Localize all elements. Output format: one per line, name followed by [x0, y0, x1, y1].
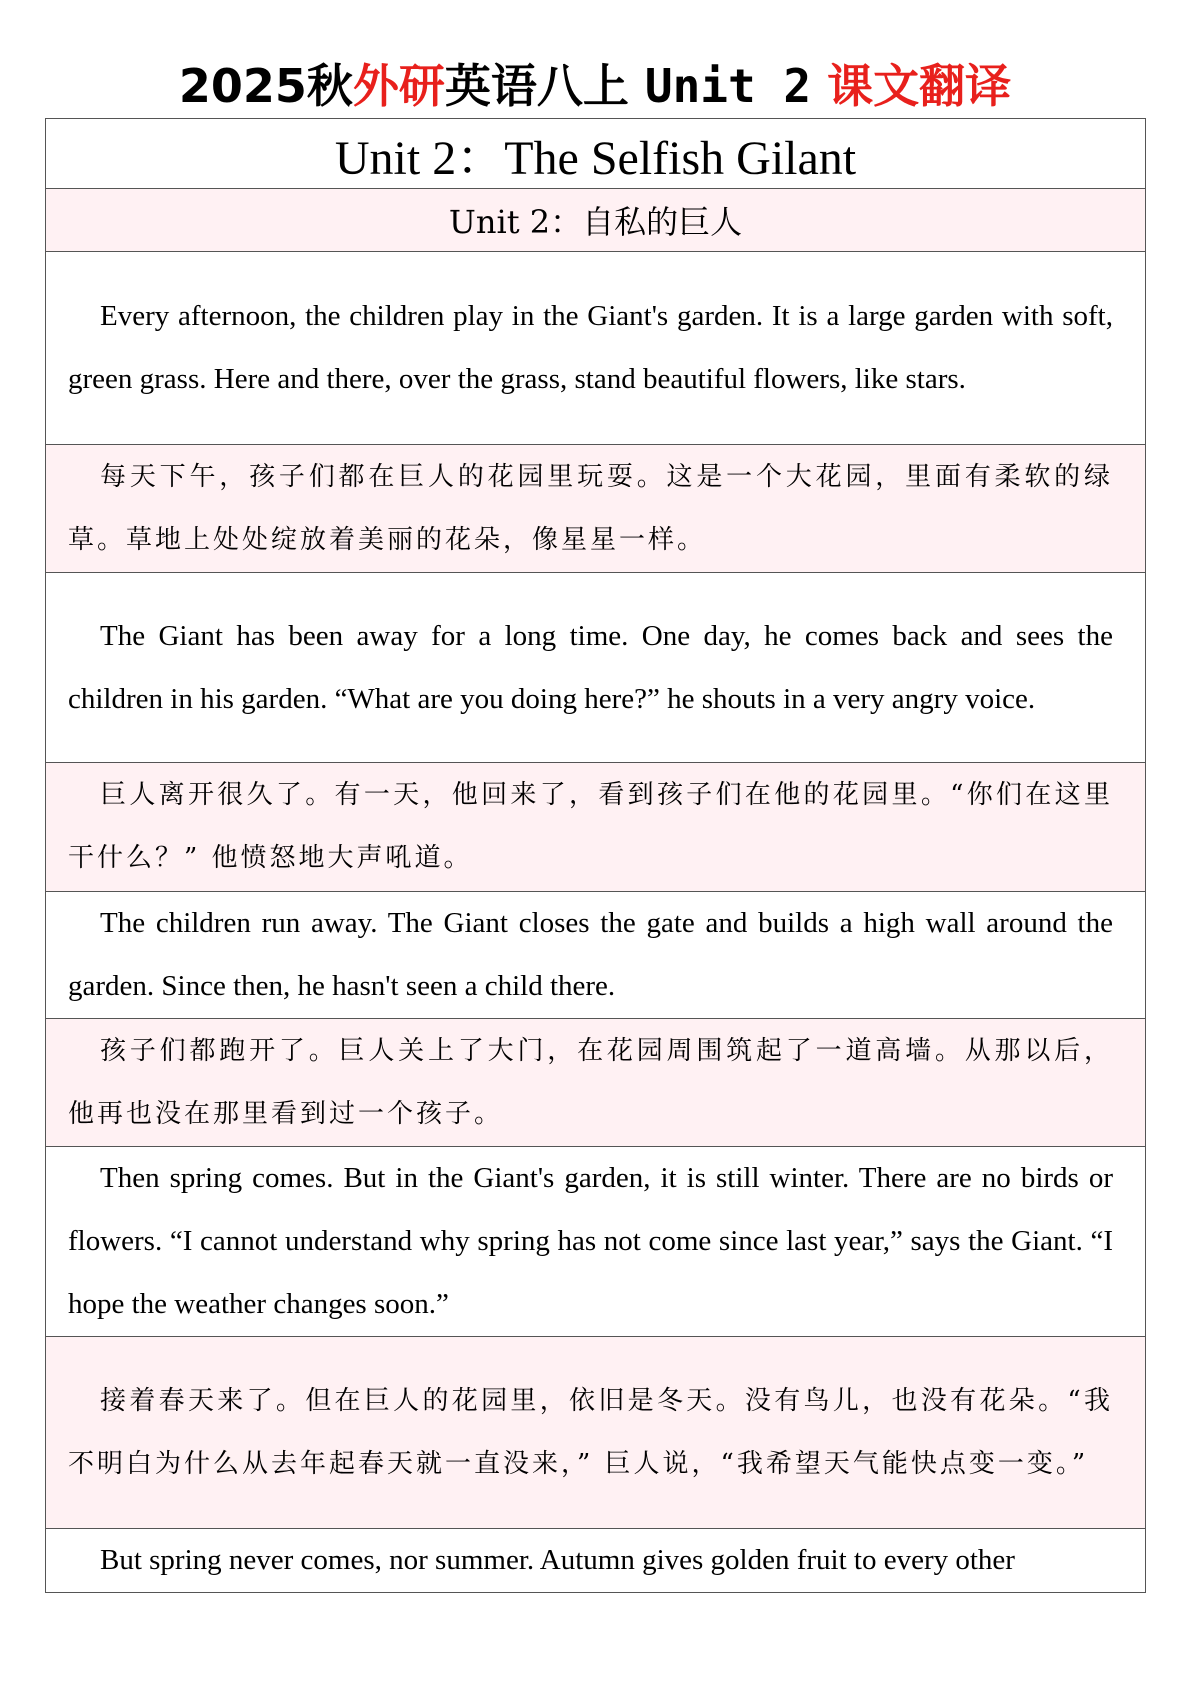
title-unit: Unit 2 — [644, 59, 812, 113]
english-paragraph: But spring never comes, nor summer. Autumn gives golden fruit to every other — [46, 1529, 1146, 1593]
chinese-paragraph: 接着春天来了。但在巨人的花园里，依旧是冬天。没有鸟儿，也没有花朵。“我不明白为什么从去年起春天就一直没来，” 巨人说，“我希望天气能快点变一变。” — [46, 1337, 1146, 1529]
title-year-term: 2025秋 — [178, 59, 353, 113]
chinese-paragraph: 巨人离开很久了。有一天，他回来了，看到孩子们在他的花园里。“你们在这里干什么？” 他愤怒地大声吼道。 — [46, 763, 1146, 892]
title-publisher: 外研 — [352, 59, 445, 113]
unit-heading-english: Unit 2：The Selfish Gilant — [46, 119, 1146, 189]
chinese-paragraph: 每天下午，孩子们都在巨人的花园里玩耍。这是一个大花园，里面有柔软的绿草。草地上处处绽放着美丽的花朵，像星星一样。 — [46, 445, 1146, 573]
english-paragraph: The Giant has been away for a long time. One day, he comes back and sees the children in his garden. “What are you doing here?” he shouts in a very angry voice. — [46, 573, 1146, 763]
english-paragraph: Then spring comes. But in the Giant's garden, it is still winter. There are no birds or flowers. “I cannot understand why spring has not come since last year,” says the Giant. “I hope the weather changes soon.” — [46, 1147, 1146, 1337]
title-subject: 英语八上 — [444, 59, 629, 113]
unit-heading-chinese: Unit 2：自私的巨人 — [46, 189, 1146, 252]
english-paragraph: The children run away. The Giant closes the gate and builds a high wall around the garden. Since then, he hasn't seen a child there. — [46, 892, 1146, 1019]
title-doc-type: 课文翻译 — [827, 59, 1012, 113]
translation-table — [45, 118, 1146, 1593]
page-title — [0, 56, 1190, 116]
english-paragraph: Every afternoon, the children play in the Giant's garden. It is a large garden with soft, green grass. Here and there, over the grass, stand beautiful flowers, like stars. — [46, 252, 1146, 445]
chinese-paragraph: 孩子们都跑开了。巨人关上了大门，在花园周围筑起了一道高墙。从那以后，他再也没在那里看到过一个孩子。 — [46, 1019, 1146, 1147]
